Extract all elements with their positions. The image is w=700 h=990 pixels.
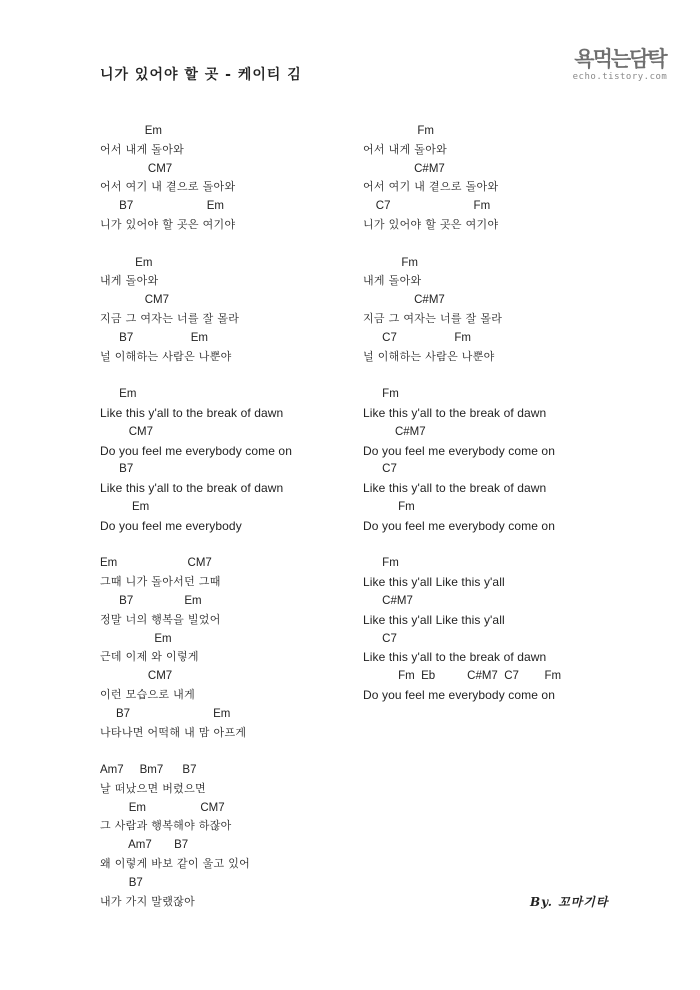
lyric-line: Do you feel me everybody come on <box>100 443 292 458</box>
lyric-line: 니가 있어야 할 곳은 여기야 <box>100 217 236 231</box>
lyric-line: Like this y'all Like this y'all <box>363 575 505 590</box>
lyric-line: 그때 니가 돌아서던 그때 <box>100 575 221 589</box>
chord-line: Em <box>100 125 162 137</box>
chord-line: B7 <box>100 876 143 889</box>
stanza-gap <box>363 366 603 385</box>
chord-line: Fm <box>363 125 434 137</box>
lyric-line: 니가 있어야 할 곳은 여기야 <box>363 217 499 231</box>
lyric-line: Do you feel me everybody <box>100 518 242 533</box>
chord-line: B7 Em <box>100 707 231 720</box>
lyric-line: 정말 너의 행복을 빌었어 <box>100 612 221 626</box>
chord-line: C7 Fm <box>363 200 491 213</box>
chord-line: C#M7 <box>363 594 413 607</box>
stanza-gap <box>100 536 340 555</box>
chord-line: CM7 <box>100 294 170 307</box>
logo-main-text: 욕먹는담탁 <box>574 47 666 71</box>
logo-url-text: echo.tistory.com <box>572 72 668 82</box>
chord-line: C7 <box>363 632 397 645</box>
lyric-line: Like this y'all Like this y'all <box>363 612 505 627</box>
lyric-line: 이런 모습으로 내게 <box>100 687 196 701</box>
lyric-line: 그 사람과 행복해야 하잖아 <box>100 819 232 833</box>
chord-line: B7 Em <box>100 331 208 344</box>
chord-line: C#M7 <box>363 294 445 307</box>
lyric-line: 어서 여기 내 곁으로 돌아와 <box>363 180 499 194</box>
stanza-gap <box>100 366 340 385</box>
stanza-gap <box>100 742 340 761</box>
chord-line: Fm <box>363 500 415 513</box>
lyric-line: 어서 내게 돌아와 <box>363 142 448 156</box>
chord-line: C#M7 <box>363 425 426 438</box>
chord-line: Em <box>100 388 137 401</box>
chord-line: Em <box>100 256 153 269</box>
lyric-line: Like this y'all to the break of dawn <box>363 405 547 420</box>
chord-line: Em CM7 <box>100 557 212 570</box>
chord-line: Em CM7 <box>100 801 225 814</box>
chord-line: CM7 <box>100 670 173 683</box>
left-column <box>100 122 340 911</box>
lyric-line: 널 이해하는 사람은 나뿐야 <box>363 349 495 363</box>
chord-line: C7 Fm <box>363 331 471 344</box>
chord-line: Em <box>100 632 172 645</box>
chord-line: CM7 <box>100 162 173 175</box>
lyric-line: Like this y'all to the break of dawn <box>363 481 547 496</box>
chord-line: Em <box>100 500 150 513</box>
lyric-line: 나타나면 어떡해 내 맘 아프게 <box>100 725 247 739</box>
chord-line: Am7 B7 <box>100 839 189 852</box>
chord-line: Fm Eb C#M7 C7 Fm <box>363 670 562 683</box>
lyric-line: Like this y'all to the break of dawn <box>100 405 284 420</box>
chord-line: B7 <box>100 463 134 476</box>
chord-line: Fm <box>363 388 399 401</box>
stanza-gap <box>363 536 603 555</box>
chord-line: B7 Em <box>100 200 224 213</box>
chord-line: Am7 Bm7 B7 <box>100 764 197 777</box>
lyric-line: Do you feel me everybody come on <box>363 687 555 702</box>
chord-line: B7 Em <box>100 594 202 607</box>
song-title: 니가 있어야 할 곳 - 케이티 김 <box>100 67 302 83</box>
chord-line: C#M7 <box>363 162 445 175</box>
lyric-line: 내가 가지 말랬잖아 <box>100 894 196 908</box>
lyric-line: 널 이해하는 사람은 나뿐야 <box>100 349 232 363</box>
lyric-line: Like this y'all to the break of dawn <box>363 650 547 665</box>
lyric-line: 근데 이제 와 이렇게 <box>100 650 199 664</box>
chord-line: C7 <box>363 463 397 476</box>
lyric-line: 어서 여기 내 곁으로 돌아와 <box>100 180 236 194</box>
lyric-line: Like this y'all to the break of dawn <box>100 481 284 496</box>
chord-line: Fm <box>363 256 418 269</box>
lyric-line: 지금 그 여자는 너를 잘 몰라 <box>363 311 503 325</box>
lyric-line: 내게 돌아와 <box>363 274 422 288</box>
right-column <box>363 122 603 705</box>
lyric-line: 내게 돌아와 <box>100 274 159 288</box>
byline: By. 꼬마기타 <box>530 895 609 909</box>
chord-line: CM7 <box>100 425 154 438</box>
stanza-gap <box>363 235 603 254</box>
blog-logo <box>570 46 670 82</box>
stanza-gap <box>100 235 340 254</box>
lyric-line: Do you feel me everybody come on <box>363 518 555 533</box>
lyric-line: 왜 이렇게 바보 같이 울고 있어 <box>100 857 251 871</box>
lyric-line: 어서 내게 돌아와 <box>100 142 185 156</box>
lyric-line: 지금 그 여자는 너를 잘 몰라 <box>100 311 240 325</box>
lyric-line: Do you feel me everybody come on <box>363 443 555 458</box>
lyric-line: 날 떠났으면 버렸으면 <box>100 781 206 795</box>
chord-line: Fm <box>363 557 399 570</box>
